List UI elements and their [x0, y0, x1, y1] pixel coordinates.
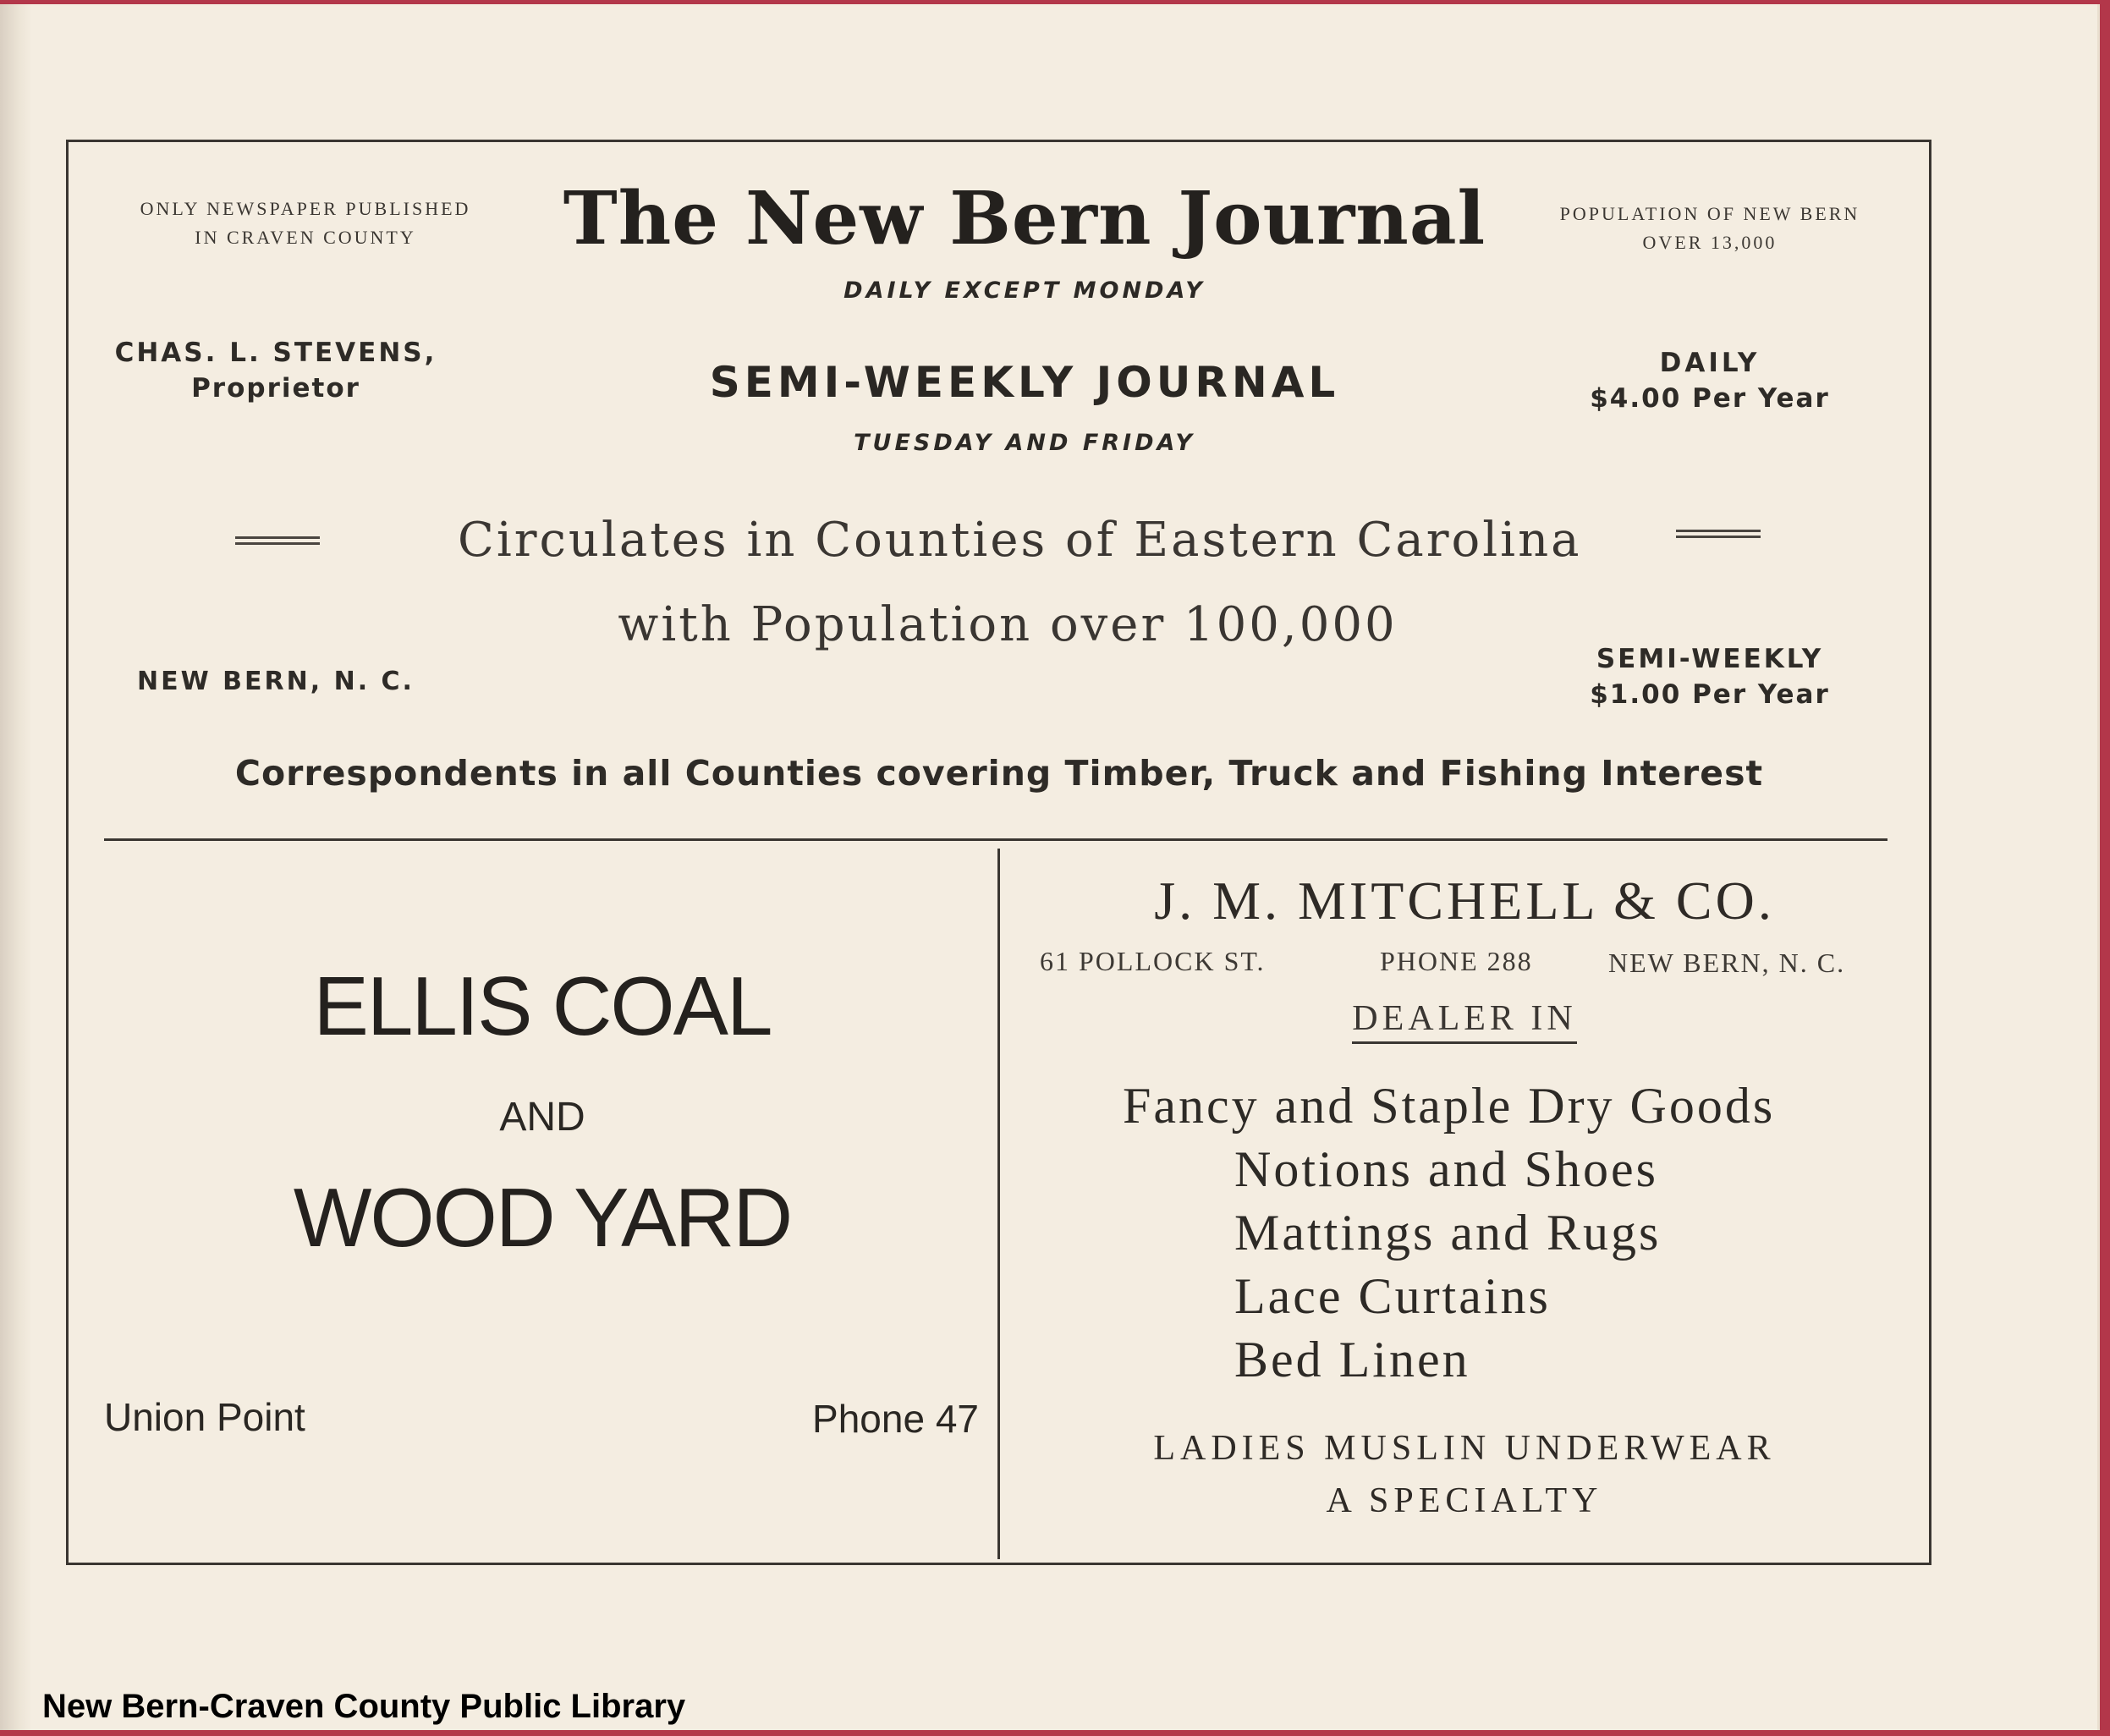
goods-item: Notions and Shoes: [1234, 1141, 1658, 1197]
right-double-rule: [1676, 530, 1761, 538]
circulation-line-2: with Population over 100,000: [618, 597, 1398, 652]
ellis-and: AND: [499, 1095, 585, 1140]
top-right-line-2: OVER 13,000: [1642, 232, 1778, 253]
ellis-phone: Phone 47: [812, 1397, 979, 1441]
journal-location: NEW BERN, N. C.: [137, 667, 415, 696]
goods-item: Bed Linen: [1234, 1332, 1470, 1387]
book-spine-shadow: [0, 4, 32, 1730]
vertical-divider: [997, 849, 1000, 1559]
semi-weekly-price-block: [1566, 641, 1854, 712]
correspondents-line: Correspondents in all Counties covering Timber, Truck and Fishing Interest: [234, 753, 1764, 794]
wood-yard-title: WOOD YARD: [293, 1171, 792, 1264]
top-left-line-2: IN CRAVEN COUNTY: [195, 227, 416, 248]
specialty-line-2: A SPECIALTY: [1326, 1481, 1603, 1520]
ellis-coal-title: ELLIS COAL: [313, 959, 772, 1052]
horizontal-divider: [104, 838, 1887, 841]
proprietor-name: CHAS. L. STEVENS,: [114, 338, 437, 368]
daily-price: $4.00 Per Year: [1590, 383, 1830, 414]
goods-item: Lace Curtains: [1234, 1268, 1551, 1324]
journal-top-right-note: [1515, 200, 1904, 257]
top-left-line-1: ONLY NEWSPAPER PUBLISHED: [140, 198, 471, 219]
mitchell-phone: PHONE 288: [1380, 946, 1533, 976]
semi-weekly-price: $1.00 Per Year: [1590, 679, 1830, 710]
mitchell-name: J. M. MITCHELL & CO.: [1154, 871, 1775, 931]
top-right-line-1: POPULATION OF NEW BERN: [1559, 203, 1860, 224]
daily-schedule: DAILY EXCEPT MONDAY: [843, 277, 1206, 304]
library-credit: New Bern-Craven County Public Library: [42, 1688, 686, 1725]
left-double-rule: [235, 536, 320, 545]
circulation-line-1: Circulates in Counties of Eastern Carolina: [458, 513, 1582, 568]
goods-item: Fancy and Staple Dry Goods: [1123, 1078, 1776, 1134]
ellis-location: Union Point: [104, 1395, 305, 1439]
goods-item: Mattings and Rugs: [1234, 1205, 1662, 1261]
daily-price-block: [1566, 345, 1854, 416]
specialty-line-1: LADIES MUSLIN UNDERWEAR: [1153, 1429, 1776, 1468]
journal-masthead: The New Bern Journal: [563, 176, 1486, 261]
scanned-page: [0, 4, 2100, 1730]
mitchell-city: NEW BERN, N. C.: [1608, 948, 1846, 978]
semi-weekly-title: SEMI-WEEKLY JOURNAL: [709, 358, 1340, 407]
dealer-in-wrapper: [1008, 998, 1921, 1039]
mitchell-street: 61 POLLOCK ST.: [1040, 946, 1266, 976]
advertisement-frame: [66, 140, 1931, 1565]
journal-top-left-note: [107, 195, 504, 252]
semi-weekly-label: SEMI-WEEKLY: [1596, 644, 1824, 674]
semi-weekly-schedule: TUESDAY AND FRIDAY: [854, 430, 1195, 456]
proprietor-title: Proprietor: [191, 373, 360, 404]
proprietor-block: [107, 335, 445, 406]
daily-label: DAILY: [1659, 348, 1761, 378]
dealer-in-heading: DEALER IN: [1352, 999, 1576, 1044]
